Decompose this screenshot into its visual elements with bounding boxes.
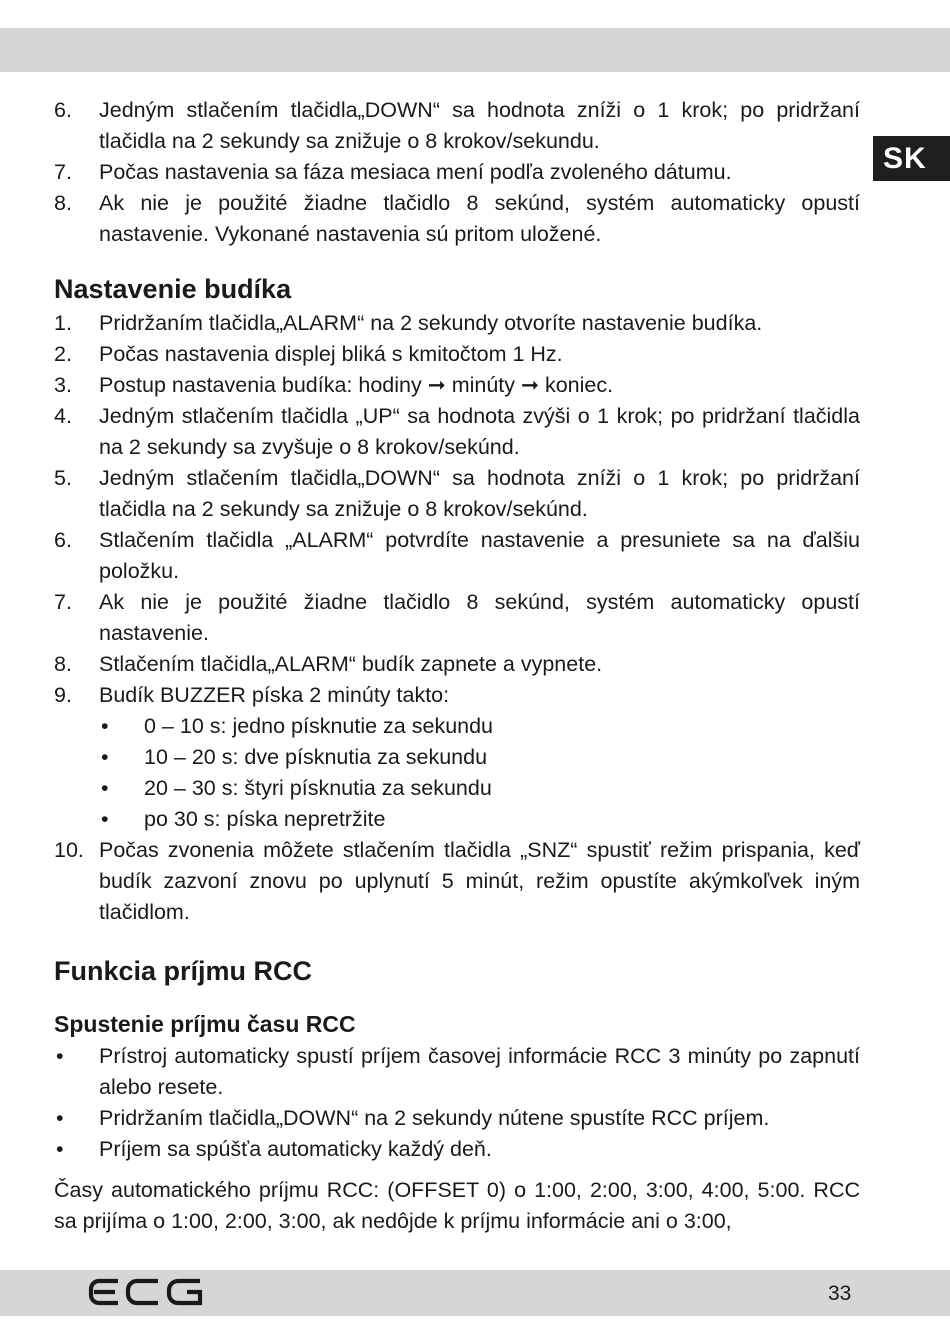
list-text: Počas zvonenia môžete stlačením tlačidla „SNZ“ spustiť režim prispania, keď budík zazvoní znovu po uplynutí 5 minút, režim opustíte akýmkoľvek iným tlačidlom. bbox=[99, 838, 860, 924]
section-heading-rcc: Funkcia príjmu RCC bbox=[54, 956, 313, 986]
list-number: 8. bbox=[54, 191, 72, 215]
list-item bbox=[54, 188, 860, 250]
list-text: Jedným stlačením tlačidla„DOWN“ sa hodnota zníži o 1 krok; po pridržaní tlačidla na 2 sekundy sa znižuje o 8 krokov/sekúnd. bbox=[99, 466, 860, 521]
bullet-icon: • bbox=[56, 1044, 64, 1068]
list-item bbox=[54, 339, 860, 370]
sub-bullet-text: 20 – 30 s: štyri písknutia za sekundu bbox=[144, 776, 492, 800]
subsection-heading-rcc: Spustenie príjmu času RCC bbox=[54, 1011, 356, 1037]
sub-bullet-text: 0 – 10 s: jedno písknutie za sekundu bbox=[144, 714, 494, 738]
page-number: 33 bbox=[828, 1282, 852, 1305]
list-text: Počas nastavenia displej bliká s kmitočtom 1 Hz. bbox=[99, 342, 563, 366]
list-text: Počas nastavenia sa fáza mesiaca mení podľa zvoleného dátumu. bbox=[99, 160, 732, 184]
list-item bbox=[54, 587, 860, 649]
list-item bbox=[54, 649, 860, 680]
list-number: 7. bbox=[54, 160, 72, 184]
list-number: 2. bbox=[54, 342, 72, 366]
list-item bbox=[54, 463, 860, 525]
list-number: 1. bbox=[54, 311, 72, 335]
sub-bullet-item bbox=[54, 742, 860, 773]
bullet-item bbox=[54, 1103, 860, 1134]
list-item bbox=[54, 835, 860, 928]
list-item bbox=[54, 370, 860, 401]
section-heading-alarm: Nastavenie budíka bbox=[54, 274, 292, 304]
sub-bullet-item bbox=[54, 711, 860, 742]
list-item bbox=[54, 401, 860, 463]
bullet-item bbox=[54, 1041, 860, 1103]
list-text: Jedným stlačením tlačidla „UP“ sa hodnota zvýši o 1 krok; po pridržaní tlačidla na 2 sekundy sa zvyšuje o 8 krokov/sekúnd. bbox=[99, 404, 860, 459]
bullet-icon: • bbox=[101, 807, 109, 831]
list-text: Ak nie je použité žiadne tlačidlo 8 sekúnd, systém automaticky opustí nastavenie. Vykonané nastavenia sú pritom uložené. bbox=[99, 191, 860, 246]
list-text: Postup nastavenia budíka: hodiny ➞ minúty ➞ koniec. bbox=[99, 373, 614, 397]
bullet-icon: • bbox=[56, 1106, 64, 1130]
list-number: 8. bbox=[54, 652, 72, 676]
header-bar bbox=[0, 28, 950, 72]
list-number: 9. bbox=[54, 683, 72, 707]
list-number: 10. bbox=[54, 838, 84, 862]
bullet-item bbox=[54, 1134, 860, 1165]
bullet-text: Prístroj automaticky spustí príjem časovej informácie RCC 3 minúty po zapnutí alebo resete. bbox=[99, 1044, 860, 1099]
list-item bbox=[54, 308, 860, 339]
list-item bbox=[54, 525, 860, 587]
list-number: 7. bbox=[54, 590, 72, 614]
list-text: Pridržaním tlačidla„ALARM“ na 2 sekundy otvoríte nastavenie budíka. bbox=[99, 311, 763, 335]
page-content bbox=[54, 95, 860, 1237]
list-text: Budík BUZZER píska 2 minúty takto: bbox=[99, 683, 450, 707]
language-tab: SK bbox=[873, 136, 950, 181]
list-item bbox=[54, 680, 860, 711]
bullet-icon: • bbox=[101, 745, 109, 769]
bullet-icon: • bbox=[101, 776, 109, 800]
bullet-icon: • bbox=[101, 714, 109, 738]
list-number: 5. bbox=[54, 466, 72, 490]
ecg-logo bbox=[88, 1277, 204, 1312]
list-item bbox=[54, 95, 860, 157]
list-number: 6. bbox=[54, 98, 72, 122]
sub-bullet-item bbox=[54, 773, 860, 804]
list-number: 6. bbox=[54, 528, 72, 552]
list-text: Jedným stlačením tlačidla„DOWN“ sa hodnota zníži o 1 krok; po pridržaní tlačidla na 2 sekundy sa znižuje o 8 krokov/sekundu. bbox=[99, 98, 860, 153]
bullet-icon: • bbox=[56, 1137, 64, 1161]
list-number: 4. bbox=[54, 404, 72, 428]
list-item bbox=[54, 157, 860, 188]
sub-bullet-text: 10 – 20 s: dve písknutia za sekundu bbox=[144, 745, 488, 769]
list-text: Stlačením tlačidla „ALARM“ potvrdíte nastavenie a presuniete sa na ďalšiu položku. bbox=[99, 528, 860, 583]
bullet-text: Príjem sa spúšťa automaticky každý deň. bbox=[99, 1137, 492, 1161]
paragraph: Časy automatického príjmu RCC: (OFFSET 0) o 1:00, 2:00, 3:00, 4:00, 5:00. RCC sa prijíma o 1:00, 2:00, 3:00, ak nedôjde k príjmu informácie ani o 3:00, bbox=[54, 1178, 860, 1233]
sub-bullet-item bbox=[54, 804, 860, 835]
sub-bullet-text: po 30 s: píska nepretržite bbox=[144, 807, 386, 831]
list-text: Stlačením tlačidla„ALARM“ budík zapnete a vypnete. bbox=[99, 652, 603, 676]
list-text: Ak nie je použité žiadne tlačidlo 8 sekúnd, systém automaticky opustí nastavenie. bbox=[99, 590, 860, 645]
list-number: 3. bbox=[54, 373, 72, 397]
bullet-text: Pridržaním tlačidla„DOWN“ na 2 sekundy nútene spustíte RCC príjem. bbox=[99, 1106, 770, 1130]
